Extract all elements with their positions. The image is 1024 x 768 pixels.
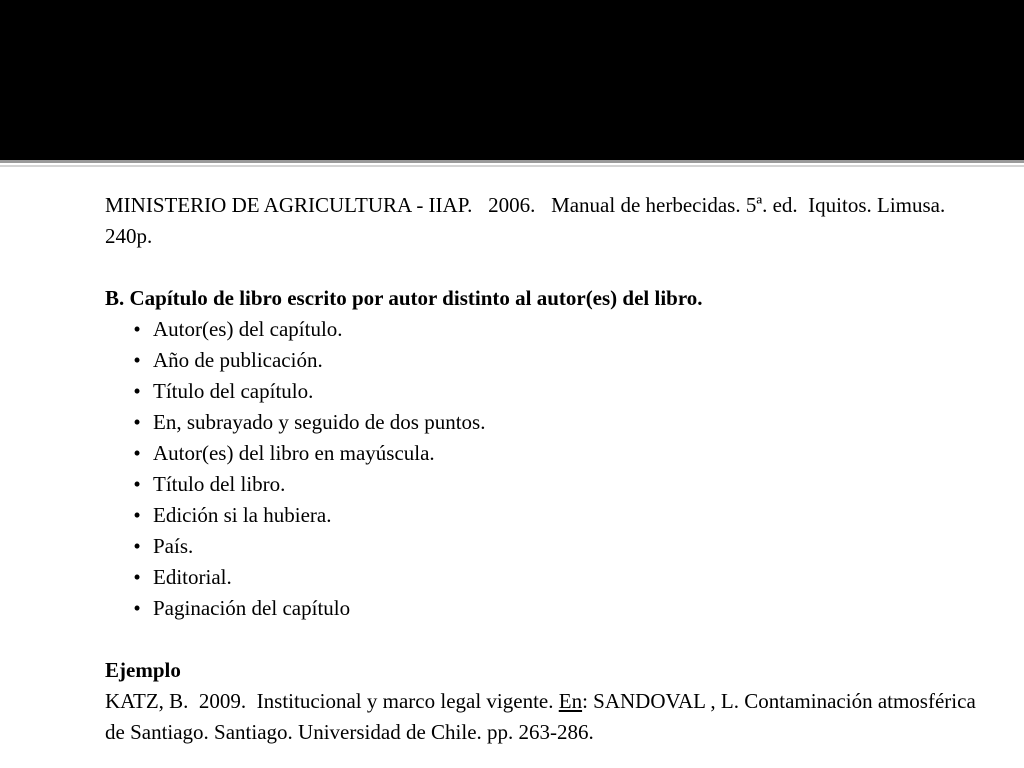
example-heading: Ejemplo	[105, 658, 181, 682]
slide-body	[105, 190, 985, 748]
list-item-label: País.	[153, 534, 194, 558]
requirements-list	[105, 314, 985, 624]
list-item	[127, 531, 985, 562]
bullet-icon: •	[133, 534, 141, 558]
slide-header-band	[0, 0, 1024, 160]
list-item	[127, 562, 985, 593]
list-item	[127, 500, 985, 531]
bullet-icon: •	[133, 317, 141, 341]
en-word: En	[558, 689, 583, 713]
list-item-label: En, subrayado y seguido de dos puntos.	[153, 410, 486, 434]
bullet-icon: •	[133, 472, 141, 496]
bullet-icon: •	[133, 379, 141, 403]
list-item-label: Título del libro.	[153, 472, 286, 496]
list-item	[127, 438, 985, 469]
list-item	[127, 314, 985, 345]
list-item-label: Editorial.	[153, 565, 232, 589]
en-underlined	[559, 689, 582, 713]
bullet-icon: •	[133, 441, 141, 465]
section-heading: B. Capítulo de libro escrito por autor distinto al autor(es) del libro.	[105, 286, 703, 310]
header-divider-light	[0, 165, 1024, 167]
example-reference-part1: KATZ, B. 2009. Institucional y marco legal vigente.	[105, 689, 559, 713]
bullet-icon: •	[133, 410, 141, 434]
bullet-icon: •	[133, 503, 141, 527]
example-reference-part2: SANDOVAL , L. Contaminación atmosférica de Santiago. Santiago. Universidad de Chile. pp. 263-286.	[105, 689, 982, 744]
list-item	[127, 593, 985, 624]
list-item	[127, 469, 985, 500]
list-item-label: Autor(es) del libro en mayúscula.	[153, 441, 435, 465]
header-divider	[0, 160, 1024, 163]
list-item-label: Edición si la hubiera.	[153, 503, 332, 527]
bullet-icon: •	[133, 596, 141, 620]
list-item-label: Autor(es) del capítulo.	[153, 317, 343, 341]
list-item-label: Año de publicación.	[153, 348, 323, 372]
reference-text: MINISTERIO DE AGRICULTURA - IIAP. 2006. Manual de herbecidas. 5ª. ed. Iquitos. Limusa. 240p.	[105, 193, 951, 248]
bullet-icon: •	[133, 348, 141, 372]
spacer	[105, 624, 985, 655]
list-item	[127, 345, 985, 376]
spacer	[105, 252, 985, 283]
list-item	[127, 407, 985, 438]
bullet-icon: •	[133, 565, 141, 589]
list-item	[127, 376, 985, 407]
list-item-label: Paginación del capítulo	[153, 596, 351, 620]
en-colon: :	[582, 689, 594, 713]
list-item-label: Título del capítulo.	[153, 379, 314, 403]
example-reference	[105, 686, 985, 748]
